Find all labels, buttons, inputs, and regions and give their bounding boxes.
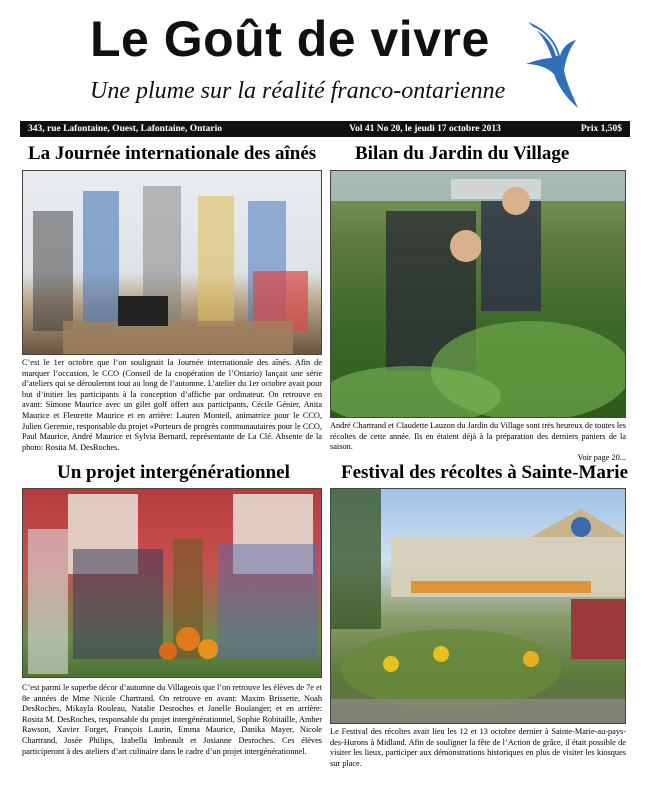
photo-aines-group bbox=[22, 170, 322, 355]
publisher-address: 343, rue Lafontaine, Ouest, Lafontaine, Ontario bbox=[28, 124, 222, 134]
article-caption-jardin bbox=[330, 421, 626, 463]
issue-info-bar bbox=[20, 121, 630, 137]
article-headline-festival: Festival des récoltes à Sainte-Marie bbox=[341, 462, 629, 483]
article-caption-intergenerationnel: C’est parmi le superbe décor d’automne du Villageois que l’on retrouve les élèves de 7e et 8e années de Mme Nicole Chartrand. On retrouve en avant: Maxim Brissette, Noah DesRoches, Mikayla Rouleau, Natalie Desroches et Janelle Boulanger; et en arrière: Rosita M. DesRoches, responsable du projet intergénérationnel, Sophie Robitaille, Amber Rawson, Xavier Forget, François Laurin, Emma Maurice, Danika Mayer, Nicole Chartrand, Josée Philips, Izabella Imbeault et Josianne Desroches. Ces élèves participeront à des ateliers d’art culinaire dans le cadre d’un projet intergénérationnel. bbox=[22, 683, 323, 756]
article-headline-jardin: Bilan du Jardin du Village bbox=[355, 143, 570, 164]
see-page-link: Voir page 20... bbox=[577, 452, 626, 462]
bird-icon bbox=[520, 18, 580, 113]
article-caption-festival: Le Festival des récoltes avait lieu les 12 et 13 octobre dernier à Sainte-Marie-au-pays-des-Hurons à Midland. Afin de souligner la fête de l’Action de grâce, il était possible de visiter les lieux, participer aux démonstrations historiques en plus de visiter les kiosques sur place. bbox=[330, 727, 626, 768]
article-headline-intergenerationnel: Un projet intergénérationnel bbox=[57, 462, 290, 483]
issue-number-date: Vol 41 No 20, le jeudi 17 octobre 2013 bbox=[349, 124, 501, 134]
photo-festival-des-recoltes bbox=[330, 488, 626, 724]
article-caption-aines: C’est le 1er octobre que l’on soulignait la Journée internationale des aînés. Afin de marquer l’occasion, le CCO (Conseil de la coopération de l’Ontario) lançait une série d’ateliers qui se dérouleront tout au long de l’automne. L’atelier du 1er octobre avait pour but d’initier les participants à la conception d’affiche par ordinateur. On retrouve en avant: Simone Maurice avec un gilet golf offert aux participants, Cécile Génier, Anita Maurice et Fleurette Maurice et en arrière: Lauren Monteil, animatrice pour le CCO, Julien Geremie, responsable du projet «Porteurs de progrès communautaires pour le CCO, Paul Maurice, André Maurice et Sylvia Bernard, représentante de La Clé. Absente de la photo: Rosita M. DesRoches. bbox=[22, 358, 322, 452]
masthead bbox=[0, 0, 650, 120]
photo-projet-intergenerationnel bbox=[22, 488, 322, 678]
newspaper-title: Le Goût de vivre bbox=[90, 11, 490, 67]
caption-text-jardin: André Chartrand et Claudette Lauzon du Jardin du Village sont très heureux de toutes les récoltes de cette année. Ils en étaient déjà à la préparation des derniers paniers de la saison. bbox=[330, 421, 626, 452]
photo-jardin-du-village bbox=[330, 170, 626, 418]
newspaper-tagline: Une plume sur la réalité franco-ontarienne bbox=[90, 78, 506, 104]
issue-price: Prix 1,50$ bbox=[580, 124, 622, 134]
article-headline-aines: La Journée internationale des aînés bbox=[28, 143, 317, 164]
